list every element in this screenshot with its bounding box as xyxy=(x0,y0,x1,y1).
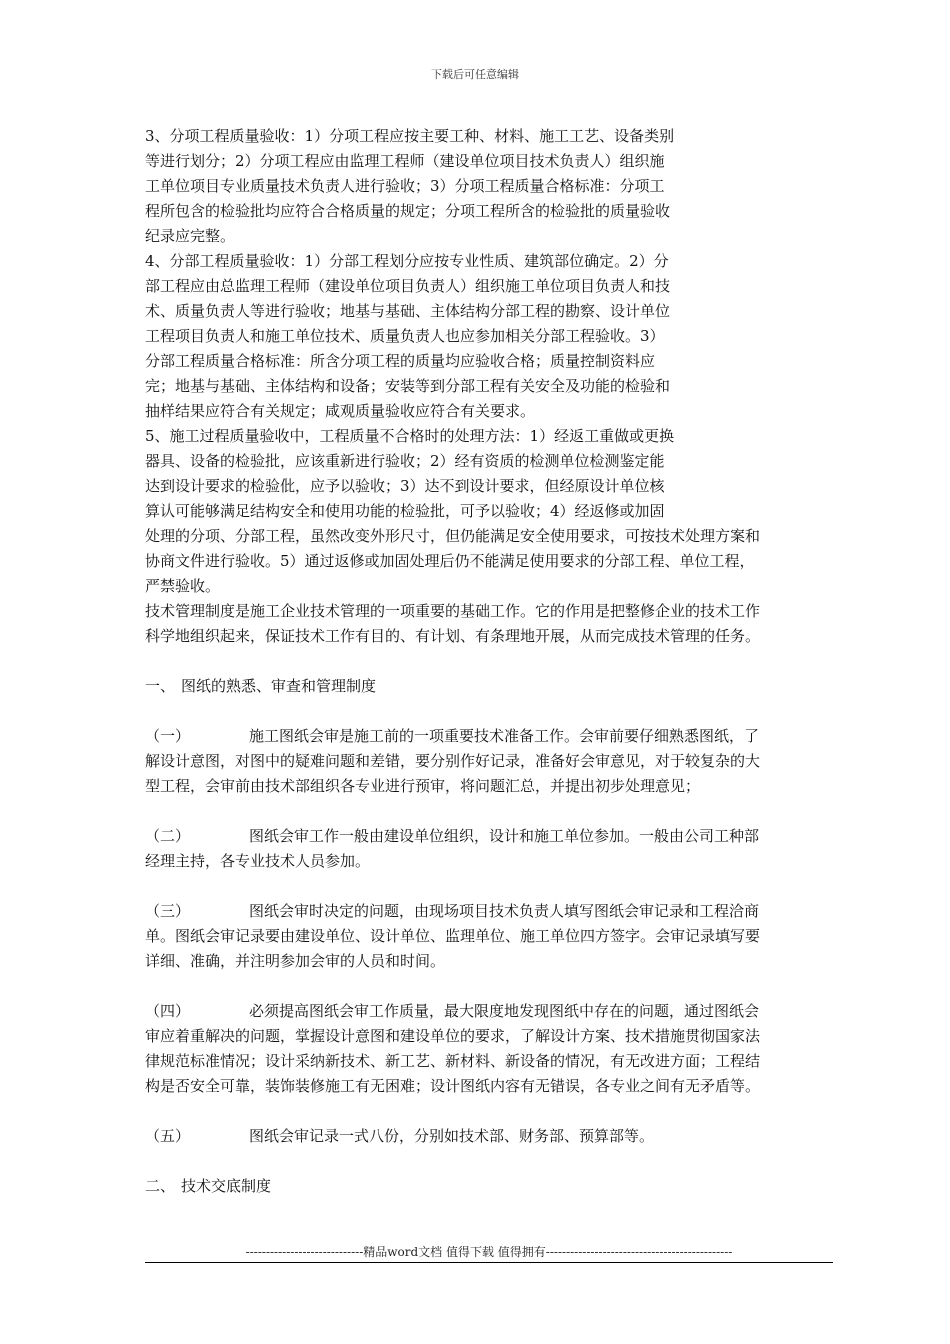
text-line: 工单位项目专业质量技术负责人进行验收；3）分项工程质量合格标准：分项工 xyxy=(145,177,665,195)
text-line: 律规范标准情况；设计采纳新技术、新工艺、新材料、新设备的情况，有无改进方面；工程结 xyxy=(145,1052,761,1070)
text-line: 抽样结果应符合有关规定；咸观质量验收应符合有关要求。 xyxy=(145,402,536,420)
item-first-line: 必须提高图纸会审工作质量，最大限度地发现图纸中存在的问题，通过图纸会 xyxy=(249,1002,760,1020)
text-line: 审应着重解决的问题，掌握设计意图和建设单位的要求，了解设计方案、技术措施贯彻国家法 xyxy=(145,1027,761,1045)
item-label: （二） xyxy=(145,827,191,845)
spacer xyxy=(145,799,835,824)
text-line: 科学地组织起来，保证技术工作有目的、有计划、有条理地开展，从而完成技术管理的任务。 xyxy=(145,627,761,645)
item-first-line: 图纸会审记录一式八份，分别如技术部、财务部、预算部等。 xyxy=(249,1127,655,1145)
item-first-line: 图纸会审工作一般由建设单位组织，设计和施工单位参加。一般由公司工种部 xyxy=(249,827,760,845)
list-item xyxy=(145,724,835,799)
section-heading-1 xyxy=(145,674,835,699)
item-label: （三） xyxy=(145,902,191,920)
item-label: （一） xyxy=(145,727,191,745)
list-item xyxy=(145,824,835,874)
text-line: 工程项目负责人和施工单位技术、质量负责人也应参加相关分部工程验收。3） xyxy=(145,327,665,345)
list-item xyxy=(145,999,835,1099)
text-line: 经理主持，各专业技术人员参加。 xyxy=(145,852,371,870)
text-line: 解设计意图，对图中的疑难问题和差错，要分别作好记录，准备好会审意见，对于较复杂的大 xyxy=(145,752,761,770)
text-line: 完；地基与基础、主体结构和设备；安装等到分部工程有关安全及功能的检验和 xyxy=(145,377,671,395)
text-line: 算认可能够满足结构安全和使用功能的检验批，可予以验收；4）经返修或加固 xyxy=(145,502,665,520)
text-line: 4、分部工程质量验收：1）分部工程划分应按专业性质、建筑部位确定。2）分 xyxy=(145,252,669,270)
heading-title: 技术交底制度 xyxy=(181,1177,272,1195)
item-label: （五） xyxy=(145,1127,191,1145)
heading-number: 二、 xyxy=(145,1177,176,1195)
text-line: 3、分项工程质量验收：1）分项工程应按主要工种、材料、施工工艺、设备类别 xyxy=(145,127,675,145)
text-line: 程所包含的检验批均应符合合格质量的规定；分项工程所含的检验批的质量验收 xyxy=(145,202,671,220)
list-item xyxy=(145,899,835,974)
spacer xyxy=(145,874,835,899)
intro-section xyxy=(145,124,835,649)
text-line: 达到设计要求的检验仳，应予以验收；3）达不到设计要求，但经原设计单位核 xyxy=(145,477,665,495)
spacer xyxy=(145,649,835,674)
text-line: 构是否安全可靠，装饰装修施工有无困难；设计图纸内容有无错误，各专业之间有无矛盾等。 xyxy=(145,1077,761,1095)
spacer xyxy=(145,699,835,724)
spacer xyxy=(145,1099,835,1124)
list-item xyxy=(145,1124,835,1149)
text-line: 纪录应完整。 xyxy=(145,227,236,245)
text-line: 详细、准确，并注明参加会审的人员和时间。 xyxy=(145,952,446,970)
spacer xyxy=(145,1149,835,1174)
text-line: 单。图纸会审记录要由建设单位、设计单位、监理单位、施工单位四方签字。会审记录填写要 xyxy=(145,927,761,945)
text-line: 处理的分项、分部工程，虽然改变外形尺寸，但仍能满足安全使用要求，可按技术处理方案和 xyxy=(145,527,761,545)
text-line: 等进行划分；2）分项工程应由监理工程师（建设单位项目技术负责人）组织施 xyxy=(145,152,665,170)
footer-divider xyxy=(145,1262,833,1263)
text-line: 严禁验收。 xyxy=(145,577,221,595)
text-line: 术、质量负责人等进行验收；地基与基础、主体结构分部工程的勘察、设计单位 xyxy=(145,302,671,320)
heading-title: 图纸的熟悉、审查和管理制度 xyxy=(181,677,377,695)
item-first-line: 施工图纸会审是施工前的一项重要技术准备工作。会审前要仔细熟悉图纸，了 xyxy=(249,727,760,745)
text-line: 协商文件进行验收。5）通过返修或加固处理后仍不能满足使用要求的分部工程、单位工程， xyxy=(145,552,755,570)
text-line: 部工程应由总监理工程师（建设单位项目负责人）组织施工单位项目负责人和技 xyxy=(145,277,671,295)
text-line: 器具、设备的检验批，应该重新进行验收；2）经有资质的检测单位检测鉴定能 xyxy=(145,452,665,470)
heading-number: 一、 xyxy=(145,677,176,695)
item-label: （四） xyxy=(145,1002,191,1020)
document-body xyxy=(145,124,835,1199)
text-line: 型工程，会审前由技术部组织各专业进行预审，将问题汇总，并提出初步处理意见； xyxy=(145,777,701,795)
page-header: 下载后可任意编辑 xyxy=(431,68,519,81)
section-heading-2 xyxy=(145,1174,835,1199)
text-line: 5、施工过程质量验收中，工程质量不合格时的处理方法：1）经返工重做或更换 xyxy=(145,427,675,445)
text-line: 技术管理制度是施工企业技术管理的一项重要的基础工作。它的作用是把整修企业的技术工作 xyxy=(145,602,761,620)
spacer xyxy=(145,974,835,999)
page-footer: -----------------------------精品word文档 值得下载 值得拥有---------------------------------------------- xyxy=(245,1245,733,1259)
item-first-line: 图纸会审时决定的问题，由现场项目技术负责人填写图纸会审记录和工程洽商 xyxy=(249,902,760,920)
text-line: 分部工程质量合格标准：所含分项工程的质量均应验收合格；质量控制资料应 xyxy=(145,352,656,370)
